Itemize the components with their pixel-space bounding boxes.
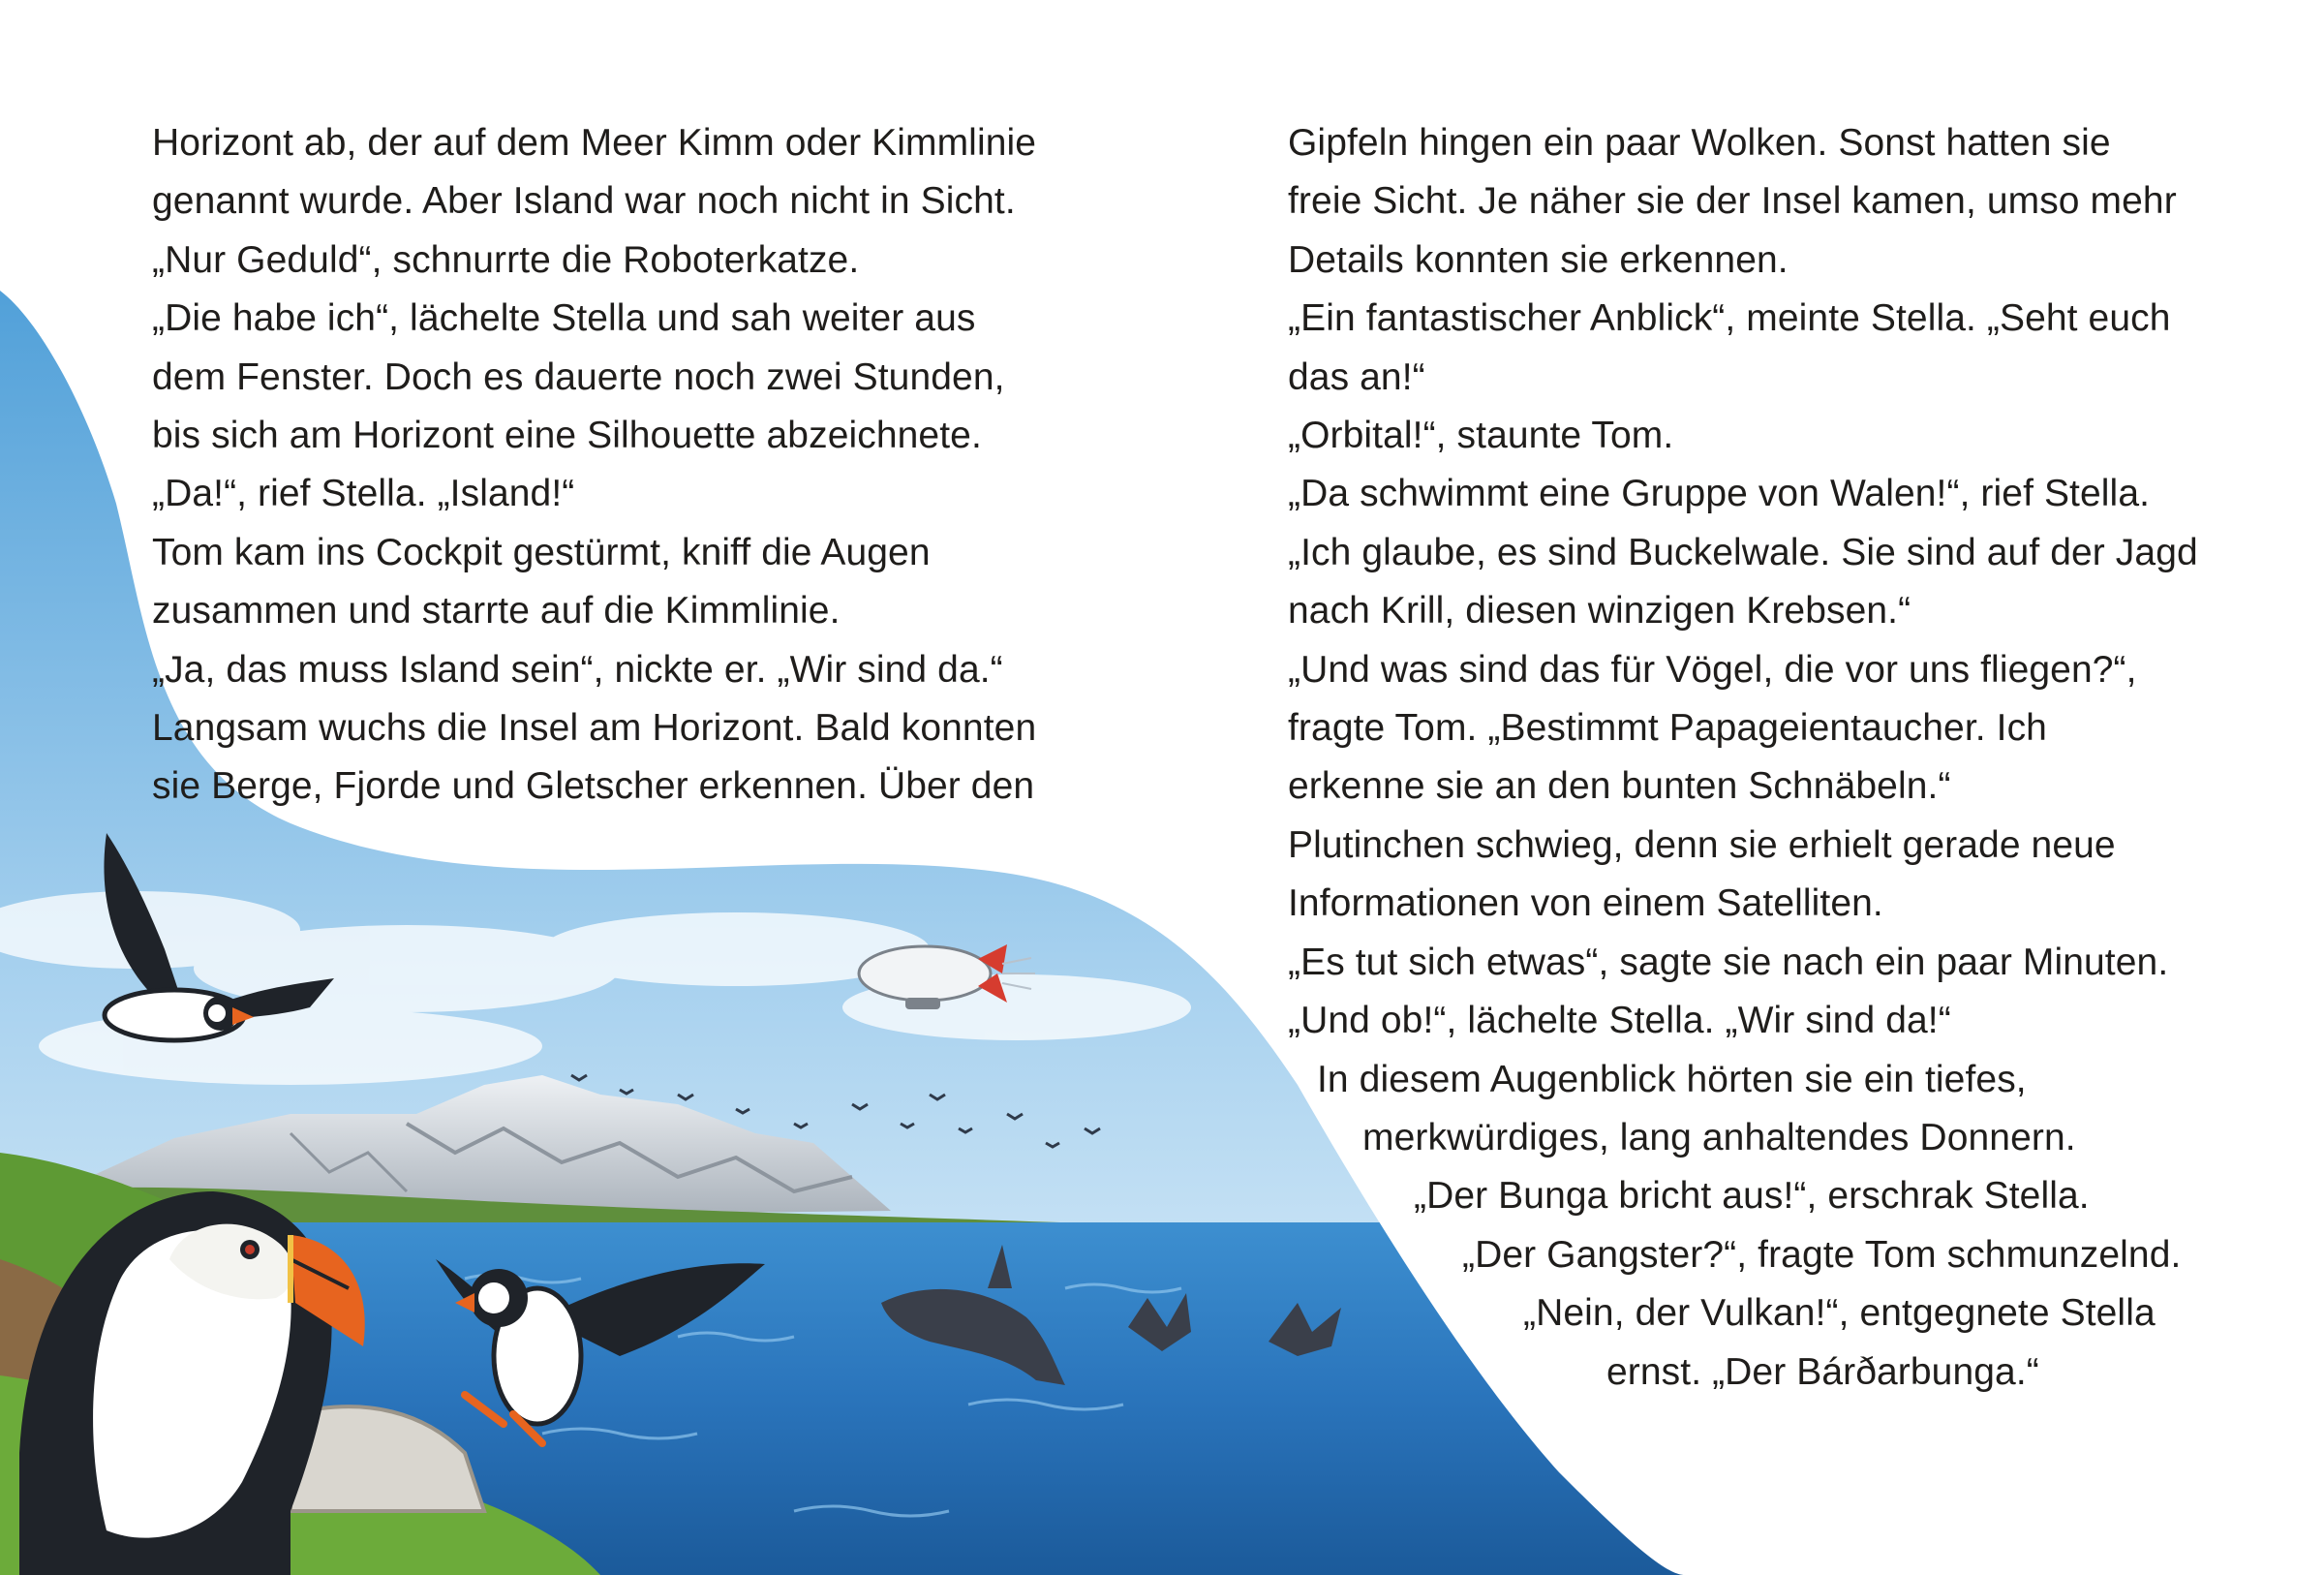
text-line: „Ich glaube, es sind Buckelwale. Sie sind auf der Jagd [1288, 531, 2198, 573]
text-line: „Ja, das muss Island sein“, nickte er. „Wir sind da.“ [152, 648, 1003, 691]
text-line: ernst. „Der Bárðarbunga.“ [1606, 1350, 2039, 1393]
text-line: Gipfeln hingen ein paar Wolken. Sonst hatten sie [1288, 122, 2111, 164]
text-line: freie Sicht. Je näher sie der Insel kamen, umso mehr [1288, 180, 2177, 223]
text-line: nach Krill, diesen winzigen Krebsen.“ [1288, 590, 1911, 633]
text-line: Informationen von einem Satelliten. [1288, 882, 1883, 925]
text-line: „Der Gangster?“, fragte Tom schmunzelnd. [1462, 1233, 2182, 1276]
text-line: das an!“ [1288, 355, 1425, 398]
text-line: dem Fenster. Doch es dauerte noch zwei Stunden, [152, 355, 1005, 398]
text-line: „Nur Geduld“, schnurrte die Roboterkatze. [152, 238, 860, 281]
text-line: „Und ob!“, lächelte Stella. „Wir sind da!“ [1288, 1000, 1951, 1042]
text-line: „Die habe ich“, lächelte Stella und sah weiter aus [152, 297, 976, 340]
text-line: fragte Tom. „Bestimmt Papageientaucher. Ich [1288, 707, 2047, 750]
text-line: In diesem Augenblick hörten sie ein tiefes, [1317, 1058, 2027, 1100]
text-line: Plutinchen schwieg, denn sie erhielt gerade neue [1288, 823, 2116, 866]
text-line: Tom kam ins Cockpit gestürmt, kniff die Augen [152, 531, 931, 573]
text-line: Horizont ab, der auf dem Meer Kimm oder Kimmlinie [152, 122, 1037, 164]
text-line: Langsam wuchs die Insel am Horizont. Bald konnten [152, 707, 1037, 750]
text-line: zusammen und starrte auf die Kimmlinie. [152, 590, 841, 633]
text-column-right [1288, 114, 2198, 1402]
text-line: „Da schwimmt eine Gruppe von Walen!“, rief Stella. [1288, 473, 2151, 515]
text-line: „Und was sind das für Vögel, die vor uns fliegen?“, [1288, 648, 2137, 691]
text-line: Details konnten sie erkennen. [1288, 238, 1789, 281]
text-line: genannt wurde. Aber Island war noch nicht in Sicht. [152, 180, 1016, 223]
text-line: „Ein fantastischer Anblick“, meinte Stella. „Seht euch [1288, 297, 2171, 340]
text-line: sie Berge, Fjorde und Gletscher erkennen. Über den [152, 765, 1035, 808]
text-line: „Der Bunga bricht aus!“, erschrak Stella. [1414, 1175, 2090, 1218]
text-line: merkwürdiges, lang anhaltendes Donnern. [1362, 1116, 2076, 1158]
text-line: „Da!“, rief Stella. „Island!“ [152, 473, 575, 515]
text-column-left [152, 114, 1036, 817]
text-line: „Orbital!“, staunte Tom. [1288, 415, 1674, 457]
text-line: bis sich am Horizont eine Silhouette abzeichnete. [152, 415, 982, 457]
text-line: erkenne sie an den bunten Schnäbeln.“ [1288, 765, 1951, 808]
text-line: „Nein, der Vulkan!“, entgegnete Stella [1523, 1292, 2156, 1335]
text-line: „Es tut sich etwas“, sagte sie nach ein paar Minuten. [1288, 941, 2169, 983]
